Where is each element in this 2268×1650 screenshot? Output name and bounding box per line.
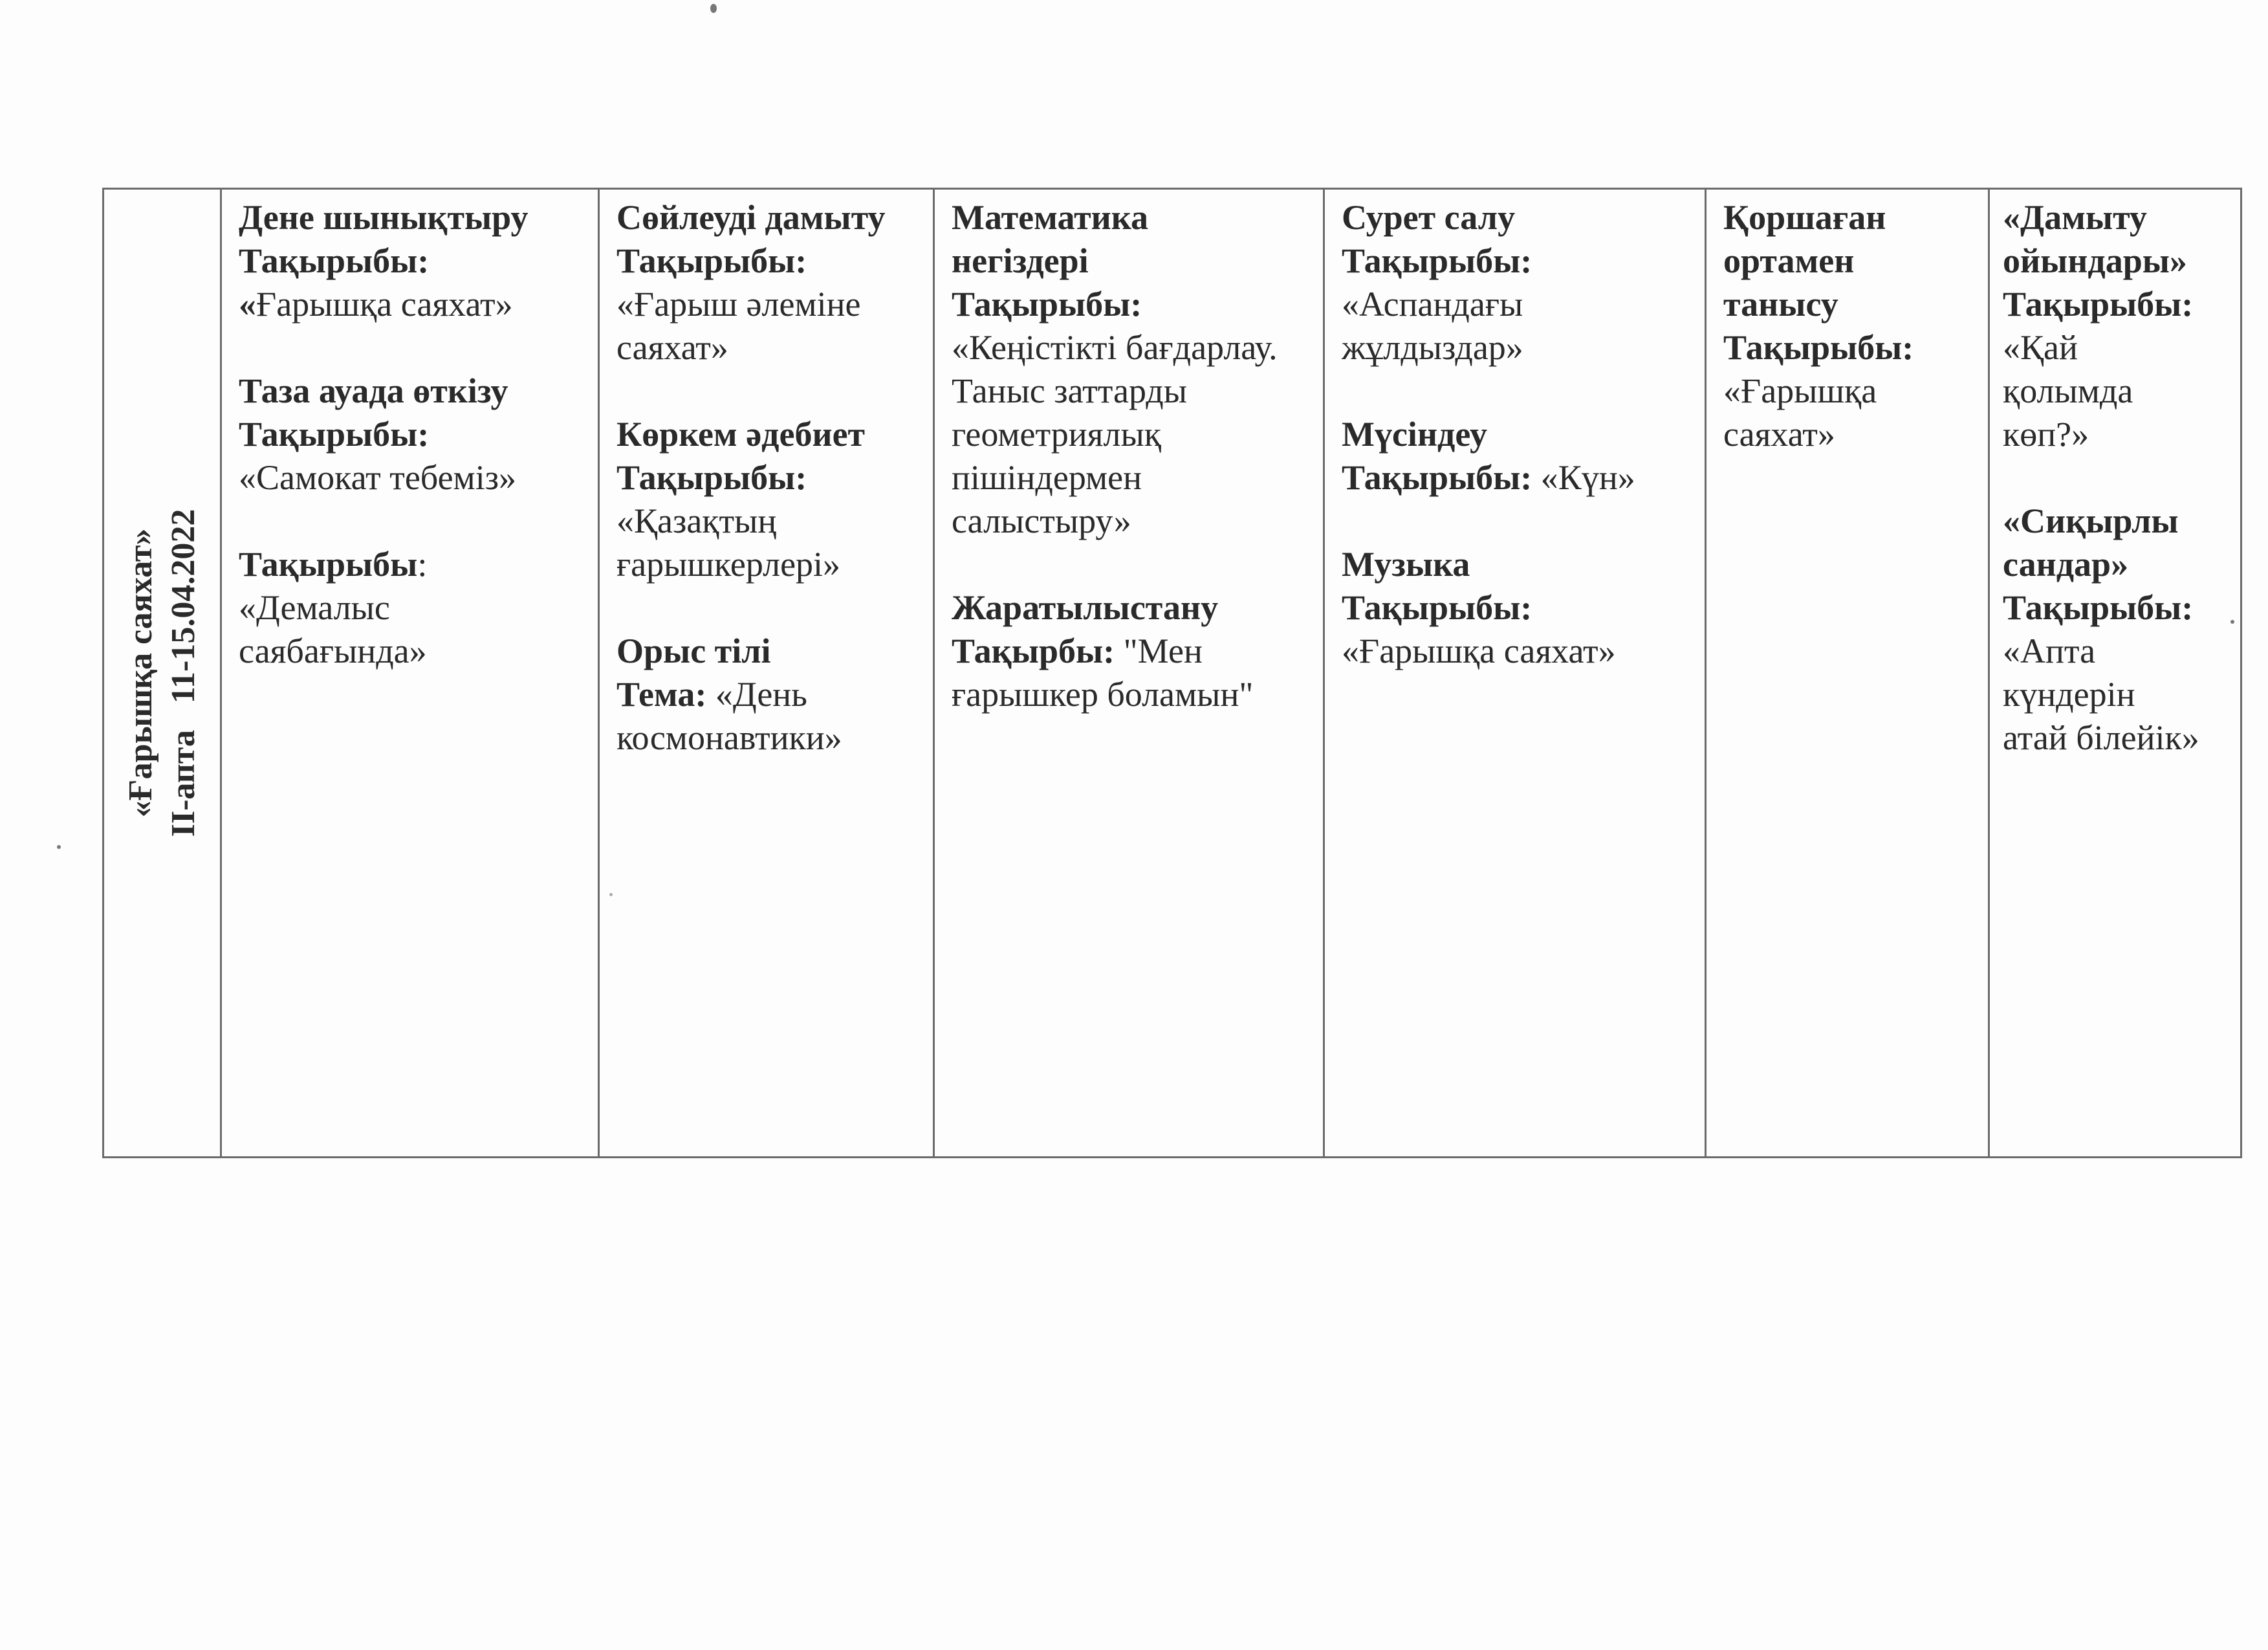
topic-text: «Ғарышқа [1723,371,1877,410]
topic-text: Таныс заттарды [952,371,1188,410]
subject-title: Дене шынықтыру [239,198,529,237]
subject-title: Сөйлеуді дамыту [616,198,886,237]
topic-text: космонавтики» [616,718,842,757]
column-mathematics [934,189,1324,1158]
topic-text: "Мен [1123,632,1203,670]
topic-text: Ғарышқа саяхат» [256,285,513,324]
scan-speck [609,893,613,896]
topic-text: «Қазақтың [616,501,777,540]
topic-text: «Аспандағы [1342,285,1523,324]
topic-text: саяхат» [1723,415,1835,454]
topic-label: Тақырыбы: [1723,328,1914,367]
scan-speck [57,845,61,849]
subject-title: Көркем әдебиет [616,415,866,454]
column-environment [1706,189,1989,1158]
subject-title: Сурет салу [1342,198,1516,237]
topic-label: Тақырыбы: [1342,241,1532,280]
subject-title: «Сиқырлы [2003,501,2179,540]
topic-quote: « [239,285,256,324]
subject-title: Қоршаған [1723,198,1886,237]
topic-text: саяхат» [616,328,728,367]
week-cell [104,189,221,1158]
topic-text: пішіндермен [952,458,1142,497]
topic-text: күндерін [2003,675,2135,714]
subject-title: негіздері [952,241,1089,280]
week-number: ІІ-апта [164,730,202,837]
weekly-plan-table [102,188,2242,1158]
topic-label: Тақырыбы: [239,241,430,280]
table-row [104,189,2241,1158]
topic-colon: : [417,545,428,584]
topic-text: көп?» [2003,415,2089,454]
subject-title: Математика [952,198,1149,237]
topic-text: атай білейік» [2003,718,2199,757]
subject-title: ойындары» [2003,241,2187,280]
week-label [120,500,205,846]
scan-speck [710,4,717,13]
subject-title: «Дамыту [2003,198,2147,237]
topic-label: Тақырыбы: [2003,588,2194,627]
topic-label: Тақырыбы [239,545,418,584]
week-title: «Ғарышқа саяхат» [122,528,159,818]
week-dates: 11-15.04.2022 [164,509,202,704]
topic-text: «День [715,675,807,714]
subject-title: Жаратылыстану [952,588,1219,627]
topic-text: «Апта [2003,632,2096,670]
topic-label: Тақырыбы: [239,415,430,454]
topic-label: Тақырыбы: [616,458,807,497]
topic-text: саябағында» [239,632,427,670]
topic-text: қолымда [2003,371,2133,410]
subject-title: Музыка [1342,545,1470,584]
topic-label: Тема: [616,675,707,714]
topic-text: «Ғарыш әлеміне [616,285,861,324]
topic-text: «Демалыс [239,588,390,627]
topic-text: ғарышкерлері» [616,545,841,584]
topic-text: «Күн» [1540,458,1635,497]
subject-title: Орыс тілі [616,632,771,670]
topic-text: «Самокат тебеміз» [239,458,517,497]
topic-text: геометриялық [952,415,1161,454]
subject-title: танысу [1723,285,1838,324]
topic-label: Тақырбы: [952,632,1115,670]
topic-label: Тақырыбы: [616,241,807,280]
scan-speck [2230,620,2234,624]
topic-label: Тақырыбы: [1342,458,1532,497]
topic-label: Тақырыбы: [1342,588,1532,627]
column-development-games [1989,189,2241,1158]
topic-text: «Кеңістікті бағдарлау. [952,328,1278,367]
topic-label: Тақырыбы: [952,285,1142,324]
subject-title: Мүсіндеу [1342,415,1487,454]
column-drawing [1324,189,1706,1158]
column-speech-development [599,189,934,1158]
topic-text: ғарышкер боламын" [952,675,1254,714]
subject-title: ортамен [1723,241,1855,280]
topic-text: жұлдыздар» [1342,328,1523,367]
topic-text: «Қай [2003,328,2078,367]
subject-title: Таза ауада өткізу [239,371,508,410]
column-physical-education [221,189,599,1158]
topic-text: салыстыру» [952,501,1131,540]
topic-label: Тақырыбы: [2003,285,2194,324]
topic-text: «Ғарышқа саяхат» [1342,632,1616,670]
subject-title: сандар» [2003,545,2129,584]
